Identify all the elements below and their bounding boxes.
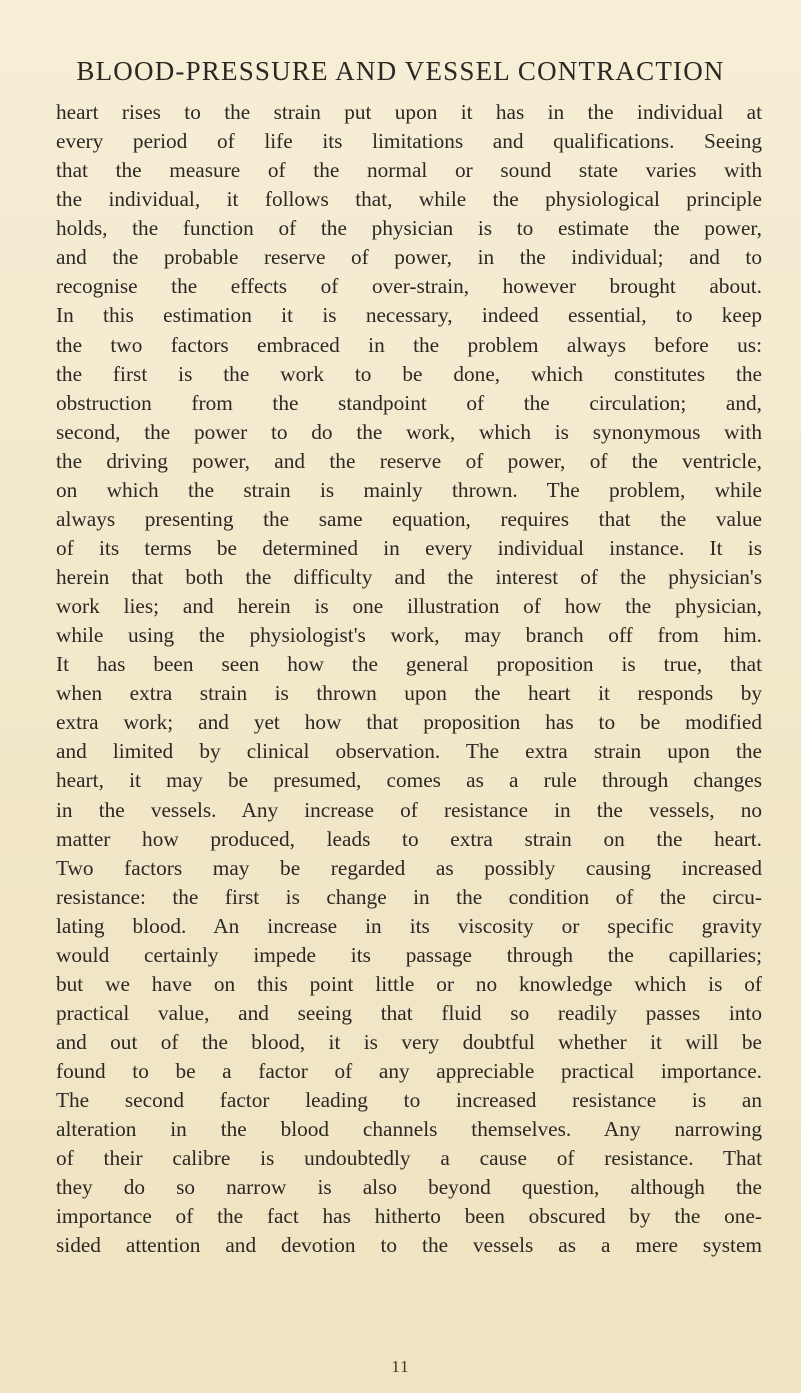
text-line: work lies; and herein is one illustration of how the physician,	[56, 594, 762, 619]
text-line: the two factors embraced in the problem always before us:	[56, 332, 762, 357]
text-line: when extra strain is thrown upon the heart it responds by	[56, 681, 762, 706]
text-line: second, the power to do the work, which is synonymous with	[56, 419, 762, 444]
text-line: that the measure of the normal or sound state varies with	[56, 158, 762, 183]
text-line: Two factors may be regarded as possibly causing increased	[56, 855, 762, 880]
text-line: on which the strain is mainly thrown. The problem, while	[56, 477, 762, 502]
text-line: the individual, it follows that, while the physiological principle	[56, 187, 762, 212]
text-line: lating blood. An increase in its viscosity or specific gravity	[56, 913, 762, 938]
text-line: the first is the work to be done, which constitutes the	[56, 361, 762, 386]
page-number: 11	[391, 1357, 410, 1376]
text-line: It has been seen how the general proposition is true, that	[56, 652, 762, 677]
text-line: always presenting the same equation, requires that the value	[56, 506, 762, 531]
text-line: and limited by clinical observation. The extra strain upon the	[56, 739, 762, 764]
text-line: they do so narrow is also beyond question, although the	[56, 1175, 762, 1200]
running-head: BLOOD-PRESSURE AND VESSEL CONTRACTION	[76, 56, 725, 86]
text-line: found to be a factor of any appreciable practical importance.	[56, 1059, 762, 1084]
text-line: every period of life its limitations and qualifications. Seeing	[56, 129, 762, 154]
text-line: sided attention and devotion to the vessels as a mere system	[56, 1233, 762, 1258]
text-line: In this estimation it is necessary, indeed essential, to keep	[56, 303, 762, 328]
text-line: The second factor leading to increased resistance is an	[56, 1088, 762, 1113]
text-line: importance of the fact has hitherto been obscured by the one-	[56, 1204, 762, 1229]
text-line: extra work; and yet how that proposition has to be modified	[56, 710, 762, 735]
text-line: while using the physiologist's work, may branch off from him.	[56, 623, 762, 648]
text-line: and the probable reserve of power, in the individual; and to	[56, 245, 762, 270]
text-line: would certainly impede its passage through the capillaries;	[56, 942, 762, 967]
text-line: obstruction from the standpoint of the circulation; and,	[56, 390, 762, 415]
text-line: practical value, and seeing that fluid so readily passes into	[56, 1000, 762, 1025]
text-line: heart rises to the strain put upon it has in the individual at	[56, 100, 762, 124]
text-line: holds, the function of the physician is to estimate the power,	[56, 216, 762, 241]
text-line: alteration in the blood channels themselves. Any narrowing	[56, 1117, 762, 1142]
text-line: matter how produced, leads to extra strain on the heart.	[56, 826, 762, 851]
text-line: the driving power, and the reserve of power, of the ventricle,	[56, 448, 762, 473]
text-line: of their calibre is undoubtedly a cause of resistance. That	[56, 1146, 762, 1171]
text-line: resistance: the first is change in the condition of the circu-	[56, 884, 762, 909]
text-line: heart, it may be presumed, comes as a rule through changes	[56, 768, 762, 793]
text-line: but we have on this point little or no knowledge which is of	[56, 971, 762, 996]
text-line: recognise the effects of over-strain, however brought about.	[56, 274, 762, 299]
text-line: in the vessels. Any increase of resistance in the vessels, no	[56, 797, 762, 822]
body-text	[56, 98, 762, 1261]
text-line: herein that both the difficulty and the interest of the physician's	[56, 565, 762, 589]
text-line: and out of the blood, it is very doubtful whether it will be	[56, 1030, 762, 1054]
text-line: of its terms be determined in every individual instance. It is	[56, 535, 762, 560]
